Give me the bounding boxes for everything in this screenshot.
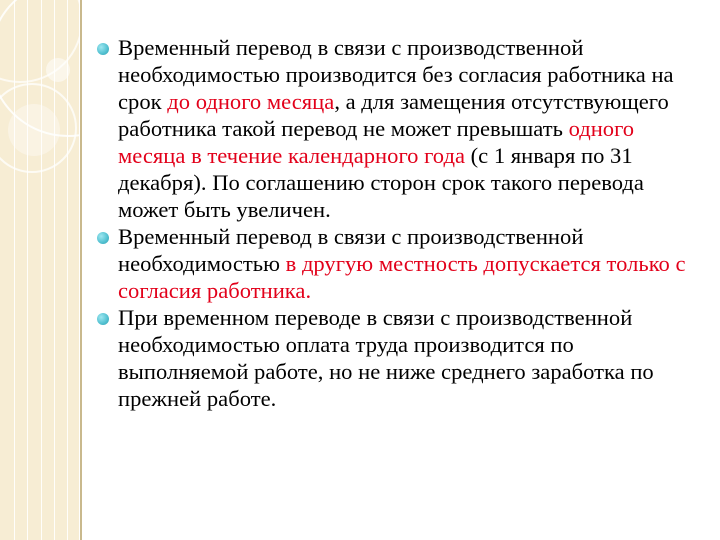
bullet-dot-icon [97, 313, 109, 325]
bullet-item [96, 304, 702, 412]
bullet-item [96, 34, 702, 223]
vertical-divider [80, 0, 82, 540]
decorative-side-panel [0, 0, 79, 540]
bullet-dot-icon [97, 232, 109, 244]
highlighted-text: до одного месяца [167, 89, 335, 114]
bullet-item [96, 223, 702, 304]
decorative-circles-graphic [0, 0, 79, 540]
bullet-list [96, 34, 702, 412]
body-text: (с 1 января по 31 декабря). По соглашению сторон срок такого перевода может быть увеличен. [118, 143, 644, 222]
body-text: Временный перевод в связи с производственной необходимостью производится без согласия работника на срок [118, 35, 674, 114]
bullet-dot-icon [97, 43, 109, 55]
body-text: , а для замещения отсутствующего работника такой перевод не может превышать [118, 89, 669, 141]
body-text: При временном переводе в связи с производственной необходимостью оплата труда производится по выполняемой работе, но не ниже среднего заработка по прежней работе. [118, 305, 654, 411]
highlighted-text: одного месяца в течение календарного года [118, 116, 635, 168]
highlighted-text: в другую местность допускается только с согласия работника. [118, 251, 686, 303]
body-text: Временный перевод в связи с производственной необходимостью [118, 224, 584, 276]
